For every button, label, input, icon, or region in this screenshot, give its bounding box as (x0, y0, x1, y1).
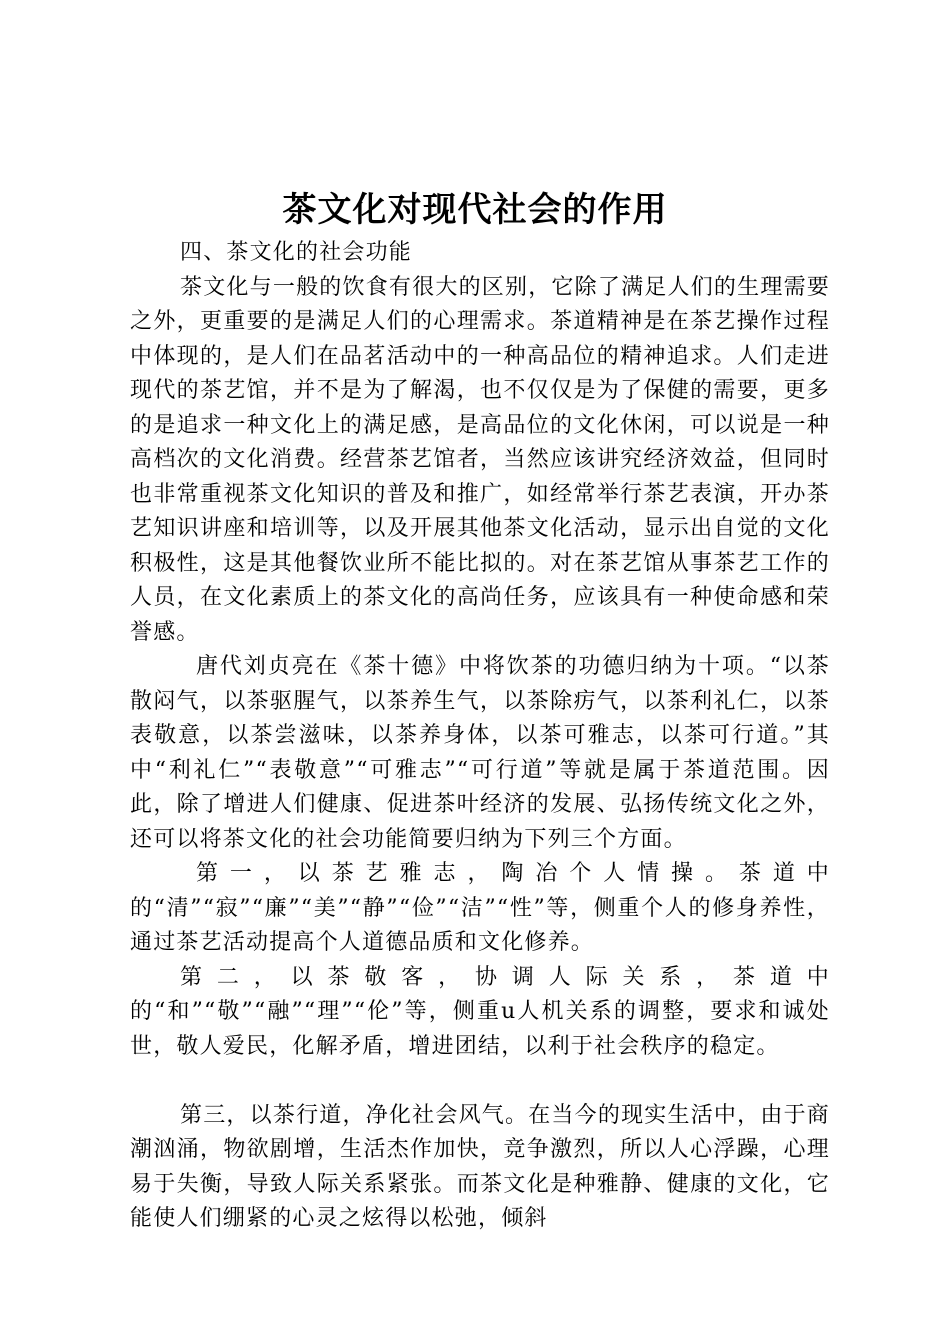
document-body (130, 236, 830, 1237)
paragraph-tea-culture-function: 茶文化与一般的饮食有很大的区别，它除了满足人们的生理需要之外，更重要的是满足人们的心理需求。茶道精神是在茶艺操作过程中体现的，是人们在品茗活动中的一种高品位的精神追求。人们走进现代的茶艺馆，并不是为了解渴，也不仅仅是为了保健的需要，更多的是追求一种文化上的满足感，是高品位的文化休闲，可以说是一种高档次的文化消费。经营茶艺馆者，当然应该讲究经济效益，但同时也非常重视茶文化知识的普及和推广，如经常举行茶艺表演，开办茶艺知识讲座和培训等，以及开展其他茶文化活动，显示出自觉的文化积极性，这是其他餐饮业所不能比拟的。对在茶艺馆从事茶艺工作的人员，在文化素质上的茶文化的高尚任务，应该具有一种使命感和荣誉感。 (130, 274, 830, 645)
paragraph-second-function: 第二，以茶敬客，协调人际关系，茶道中的“和”“敬”“融”“理”“伦”等，侧重u人机关系的调整，要求和诚处世，敬人爱民，化解矛盾，增进团结，以利于社会秩序的稳定。 (130, 964, 830, 1059)
paragraph-first-function: 第一，以茶艺雅志，陶冶个人情操。茶道中的“清”“寂”“廉”“美”“静”“俭”“洁”“性”等，侧重个人的修身养性，通过茶艺活动提高个人道德品质和文化修养。 (130, 861, 830, 955)
document-title: 茶文化对现代社会的作用 (282, 190, 668, 230)
paragraph-spacer (130, 1064, 830, 1099)
section-heading: 四、茶文化的社会功能 (180, 240, 413, 265)
paragraph-third-function: 第三，以茶行道，净化社会风气。在当今的现实生活中，由于商潮汹涌，物欲剧增，生活杰作加快，竞争激烈，所以人心浮躁，心理易于失衡，导致人际关系紧张。而茶文化是种雅静、健康的文化，它能使人们绷紧的心灵之炫得以松弛，倾斜 (130, 1102, 830, 1231)
paragraph-tea-ten-virtues: 唐代刘贞亮在《茶十德》中将饮茶的功德归纳为十项。“以茶散闷气，以茶驱腥气，以茶养生气，以茶除疠气，以茶利礼仁，以茶表敬意，以茶尝滋味，以茶养身体，以茶可雅志，以茶可行道。”其中“利礼仁”“表敬意”“可雅志”“可行道”等就是属于茶道范围。因此，除了增进人们健康、促进茶叶经济的发展、弘扬传统文化之外，还可以将茶文化的社会功能简要归纳为下列三个方面。 (130, 654, 830, 852)
